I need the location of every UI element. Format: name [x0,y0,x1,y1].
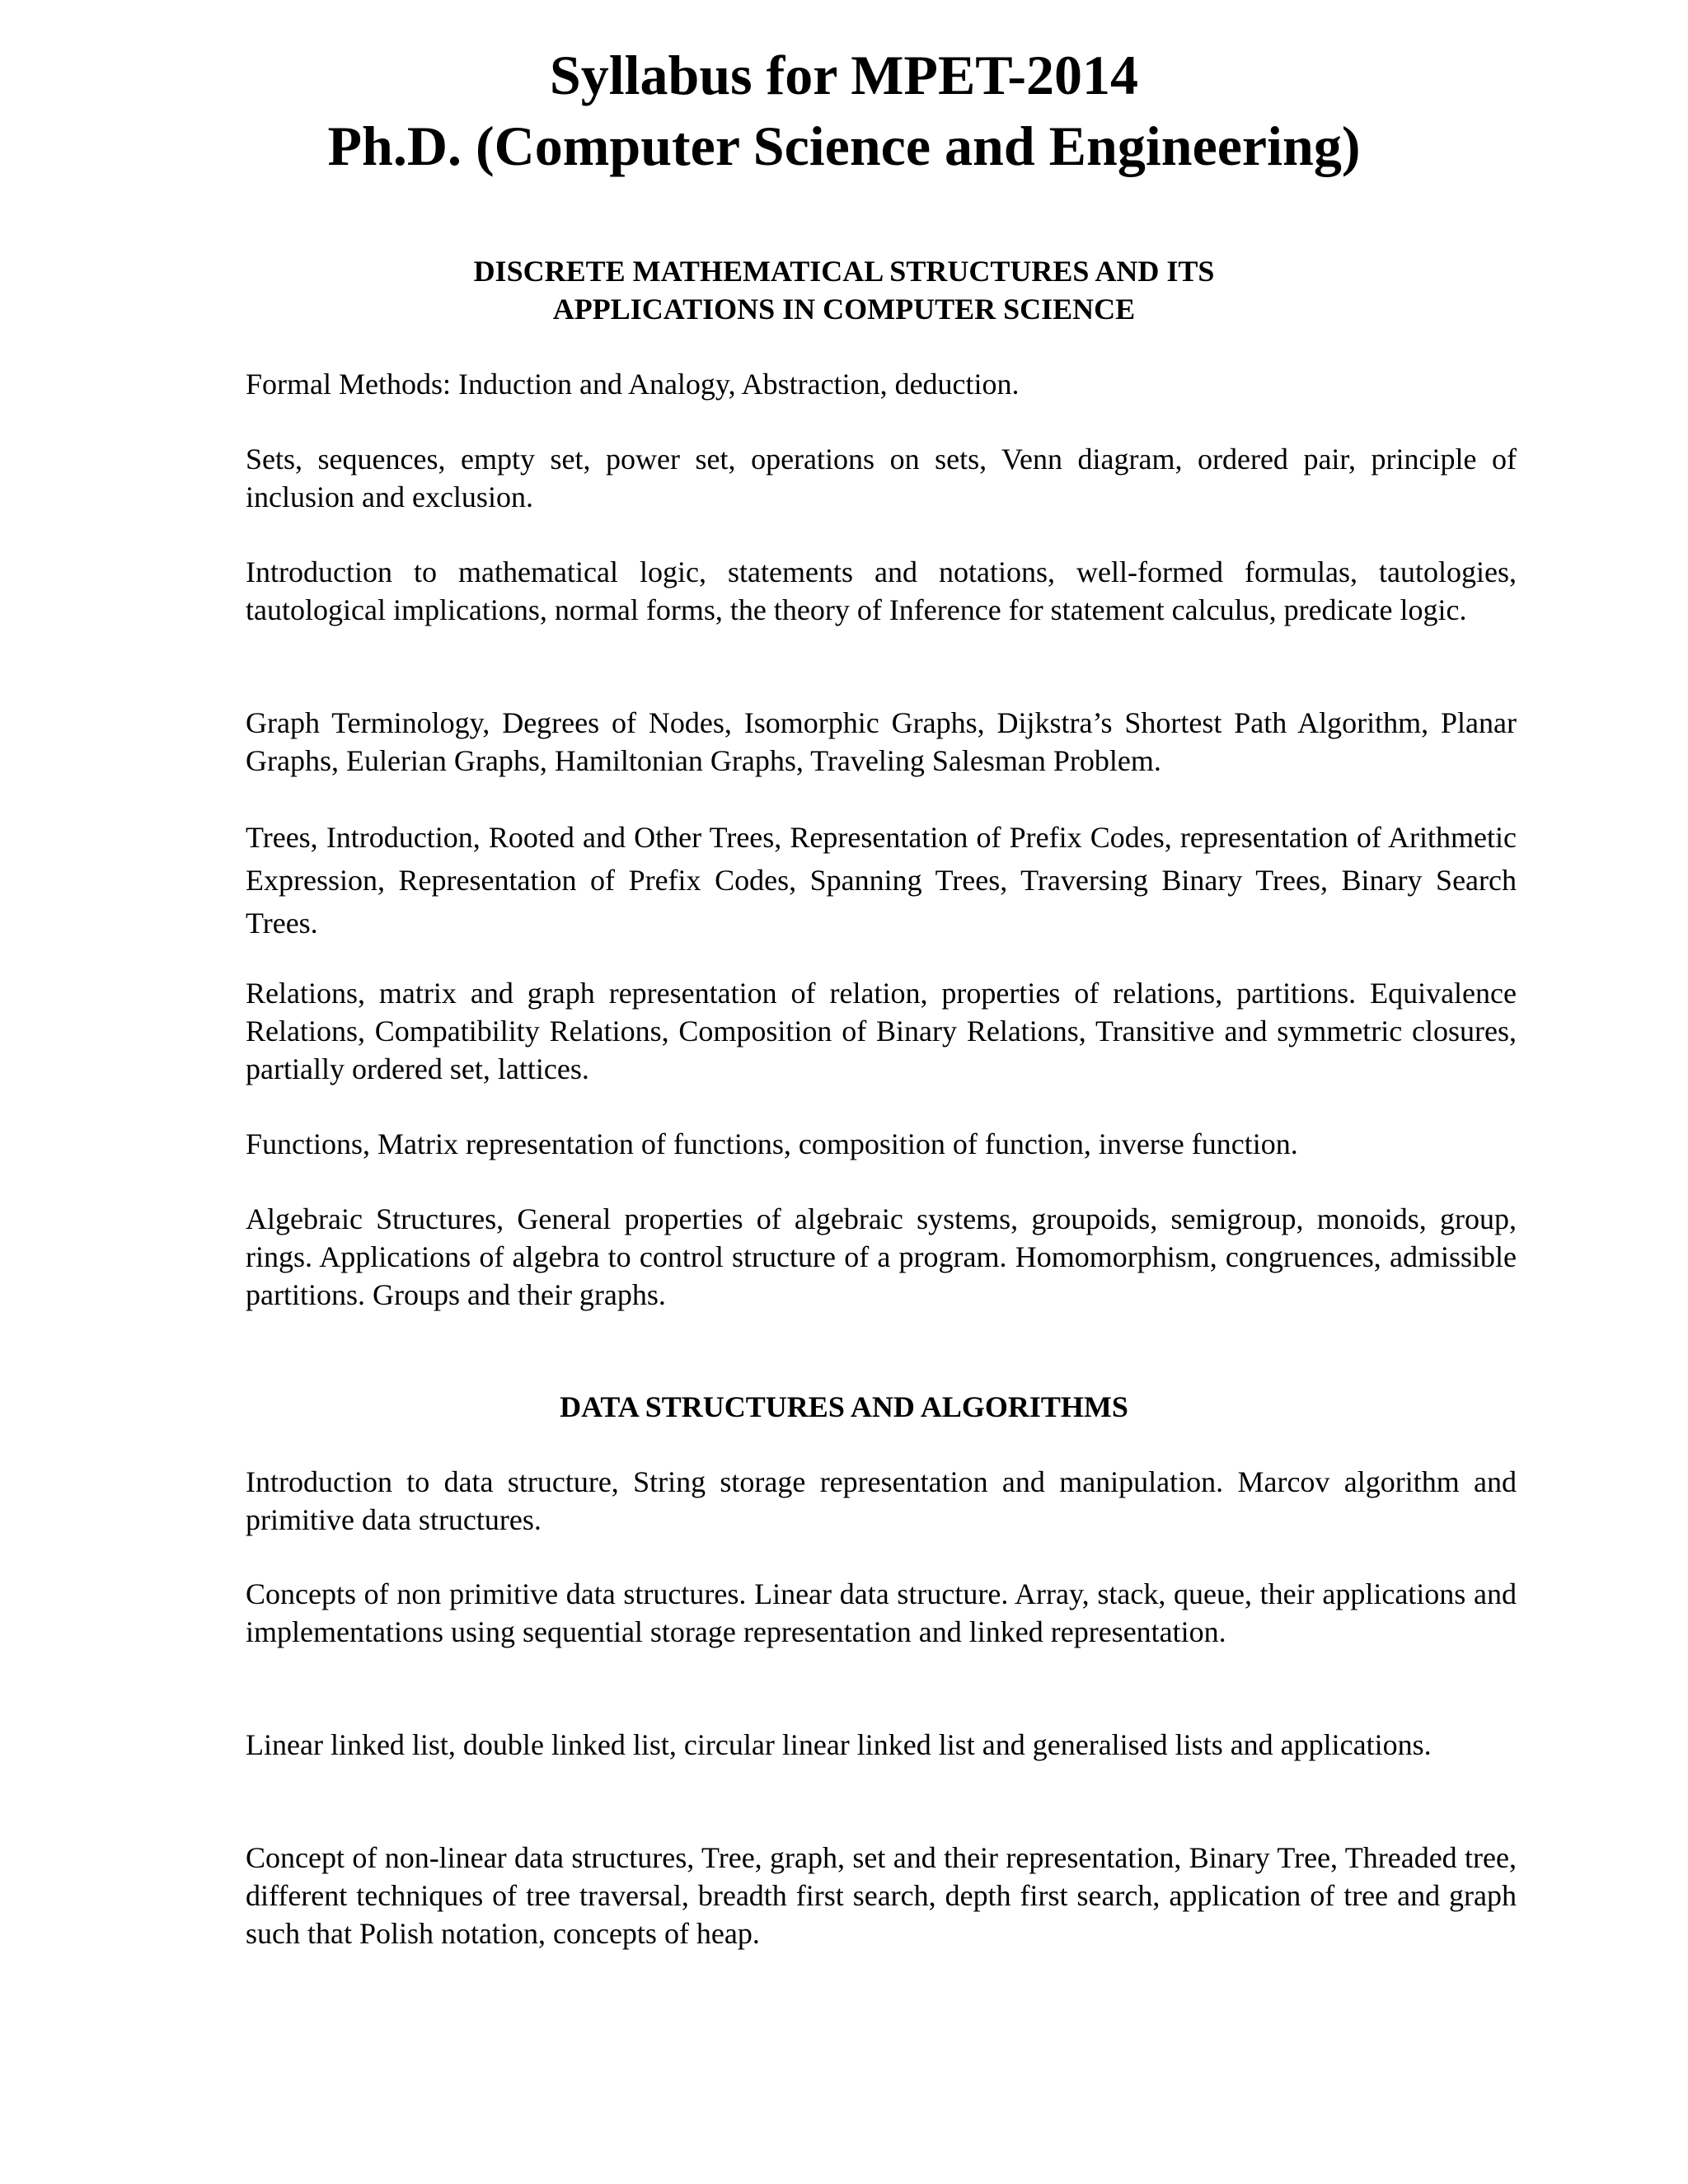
paragraph-intro-data-structure: Introduction to data structure, String storage representation and manipulation. Marcov algorithm and primitive data structures. [246,1465,1517,1536]
section-heading-discrete-math-line2: APPLICATIONS IN COMPUTER SCIENCE [552,293,1136,326]
paragraph-non-linear: Concept of non-linear data structures, Tree, graph, set and their representation, Binary Tree, Threaded tree, different techniques of tree traversal, breadth first search, depth first search, application of tree and graph such that Polish notation, concepts of heap. [246,1841,1517,1950]
paragraph-relations: Relations, matrix and graph representation of relation, properties of relations, partitions. Equivalence Relations, Compatibility Relations, Composition of Binary Relations, Transitive and symmetric closures, partially ordered set, lattices. [246,977,1517,1085]
paragraph-mathematical-logic: Introduction to mathematical logic, statements and notations, well-formed formulas, tautologies, tautological implications, normal forms, the theory of Inference for statement calculus, predicate logic. [246,555,1517,626]
paragraph-linked-lists: Linear linked list, double linked list, circular linear linked list and generalised lists and applications. [246,1728,1432,1761]
section-heading-discrete-math: DISCRETE MATHEMATICAL STRUCTURES AND ITS [473,255,1215,288]
paragraph-algebraic-structures: Algebraic Structures, General properties of algebraic systems, groupoids, semigroup, monoids, group, rings. Applications of algebra to control structure of a program. Homomorphism, congruences, admissible partitions. Groups and their graphs. [246,1202,1517,1311]
paragraph-non-primitive: Concepts of non primitive data structures. Linear data structure. Array, stack, queue, their applications and implementations using sequential storage representation and linked representation. [246,1577,1517,1648]
paragraph-sets: Sets, sequences, empty set, power set, operations on sets, Venn diagram, ordered pair, principle of inclusion and exclusion. [246,443,1517,513]
paragraph-functions: Functions, Matrix representation of functions, composition of function, inverse function. [246,1127,1298,1160]
paragraph-graph-terminology: Graph Terminology, Degrees of Nodes, Isomorphic Graphs, Dijkstra’s Shortest Path Algorithm, Planar Graphs, Eulerian Graphs, Hamiltonian Graphs, Traveling Salesman Problem. [246,706,1517,777]
page-title: Syllabus for MPET-2014 [549,44,1139,106]
section-heading-data-structures: DATA STRUCTURES AND ALGORITHMS [560,1390,1128,1423]
paragraph-formal-methods: Formal Methods: Induction and Analogy, Abstraction, deduction. [246,368,1020,401]
page-subtitle: Ph.D. (Computer Science and Engineering) [327,115,1361,177]
paragraph-trees: Trees, Introduction, Rooted and Other Trees, Representation of Prefix Codes, representation of Arithmetic Expression, Representation of Prefix Codes, Spanning Trees, Traversing Binary Trees, Binary Search Trees. [246,821,1517,940]
